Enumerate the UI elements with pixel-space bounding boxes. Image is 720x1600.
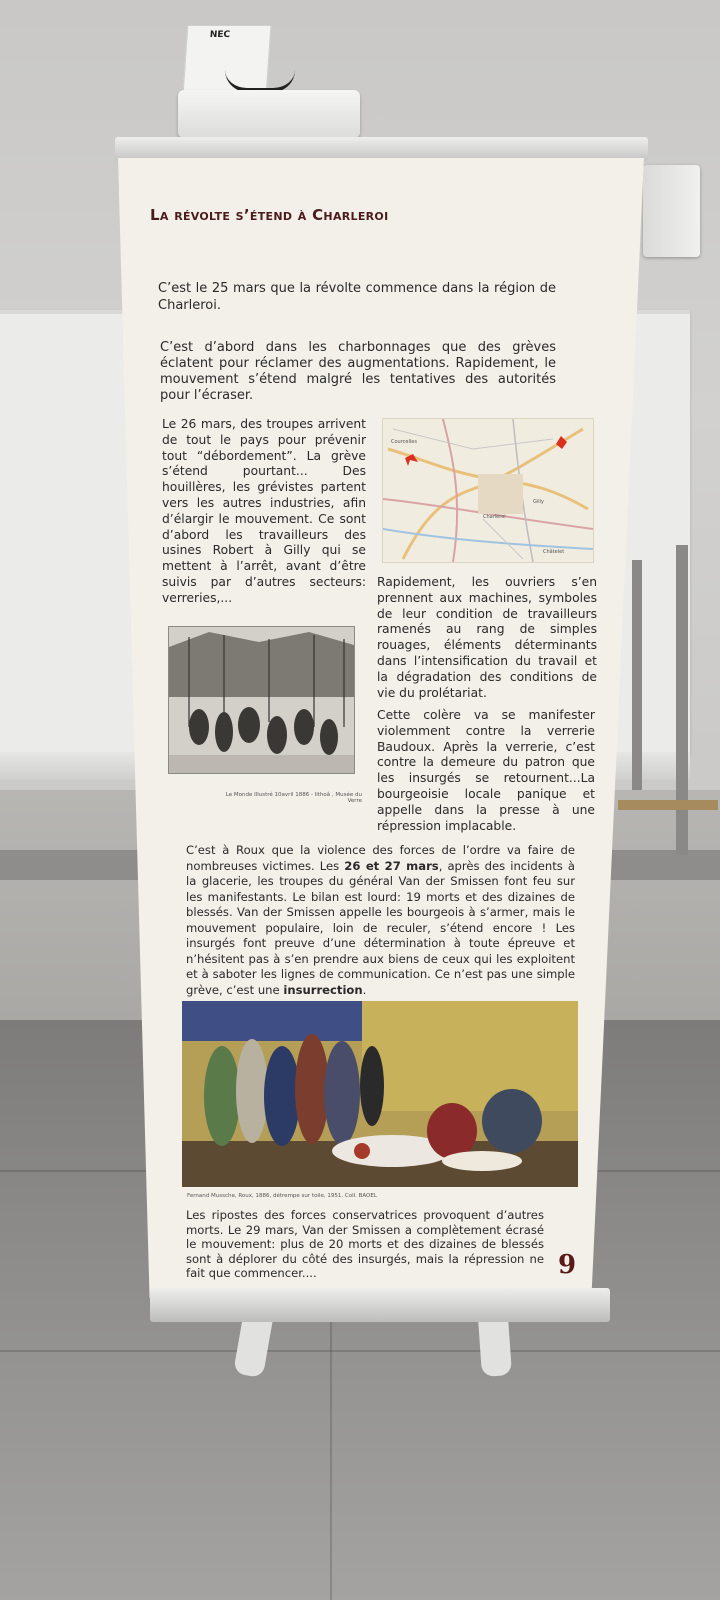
- wall-speaker: [643, 165, 700, 257]
- roux-dates: 26 et 27 mars: [344, 858, 439, 873]
- strikes-paragraph: C’est d’abord dans les charbonnages que des grèves éclatent pour réclamer des augmentations. Rapidement, le mouvement s’étend malgré les tentatives des autorités pour l’écraser.: [160, 340, 556, 403]
- riot-engraving: [168, 626, 355, 774]
- projector-cable: [225, 70, 295, 92]
- page-number: 9: [558, 1250, 577, 1280]
- projector-brand: NEC: [209, 30, 231, 40]
- roux-paragraph: [186, 843, 575, 998]
- banner-top-bar: [115, 137, 648, 161]
- banner-foot-right: [478, 1315, 512, 1377]
- charleroi-map: [382, 418, 594, 563]
- intro-paragraph: C’est le 25 mars que la révolte commence dans la région de Charleroi.: [158, 281, 556, 313]
- roux-text-end: .: [362, 982, 367, 997]
- insurrection-word: insurrection: [283, 982, 363, 997]
- panel-title: La révolte s’étend à Charleroi: [150, 206, 389, 224]
- projector: [178, 90, 360, 138]
- roux-painting: [182, 1001, 578, 1187]
- painting-caption: Fernand Mussche, Roux, 1886, détrempe sur toile, 1951. Coll. BAOEL: [187, 1193, 377, 1199]
- final-paragraph: Les ripostes des forces conservatrices provoquent d’autres morts. Le 29 mars, Van der Smissen a complètement écrasé le mouvement: plus de 20 morts et des dizaines de blessés sont à déplorer du côté des insurgés, mais la répression ne fait que commencer....: [186, 1208, 544, 1280]
- engraving-caption: Le Monde Illustré 10avril 1886 - lithoâ , Musée du Verre: [225, 792, 362, 804]
- stand-frame-base: [618, 800, 718, 810]
- roux-text-start: C’est à Roux que la violence des forces de l’ordre va faire de nombreuses victimes. Les: [186, 843, 575, 873]
- troops-paragraph: Le 26 mars, des troupes arrivent de tout le pays pour prévenir tout “débordement”. La grève s’étend pourtant... Des houillères, les grévistes partent vers les autres industries, afin d’élargir le mouvement. Ce sont d’abord les travailleurs des usines Robert à Gilly qui se mettent à l’arrêt, avant d’être suivis par d’autres secteurs: verreries,...: [162, 417, 366, 605]
- map-label-gilly: Gilly: [533, 499, 545, 505]
- map-label-courcelles: Courcelles: [391, 439, 417, 445]
- verrerie-paragraph: Cette colère va se manifester violemment contre la verrerie Baudoux. Après la verrerie, c’est contre la demeure du patron que les insurgés se retournent...La bourgeoisie locale panique et appelle dans la presse à une répression implacable.: [377, 708, 595, 833]
- machines-paragraph: Rapidement, les ouvriers s’en prennent aux machines, symboles de leur condition de travailleurs ramenés au rang de simples rouages, éléments déterminants dans l’intensification du travail et la dégradation des conditions de vie du prolétariat.: [377, 575, 597, 700]
- map-label-chatelet: Châtelet: [543, 549, 565, 555]
- map-label-charleroi: Charleroi: [483, 514, 506, 520]
- banner-base: [150, 1288, 610, 1322]
- stand-frame: [632, 560, 642, 790]
- roux-text-middle: , après des incidents à la glacerie, les troupes du général Van der Smissen font feu sur les manifestants. Le bilan est lourd: 19 morts et des dizaines de blessés. Van der Smissen appelle les bourgeois à s’armer, mais le mouvement populaire, loin de reculer, s’étend encore ! Les insurgés font preuve d’une détermination à toute épreuve et n’hésitent pas à s’en prendre aux biens de ceux qui les exploitent et à saboter les lignes de communication. Ce n’est pas une simple grève, c’est une: [186, 858, 575, 997]
